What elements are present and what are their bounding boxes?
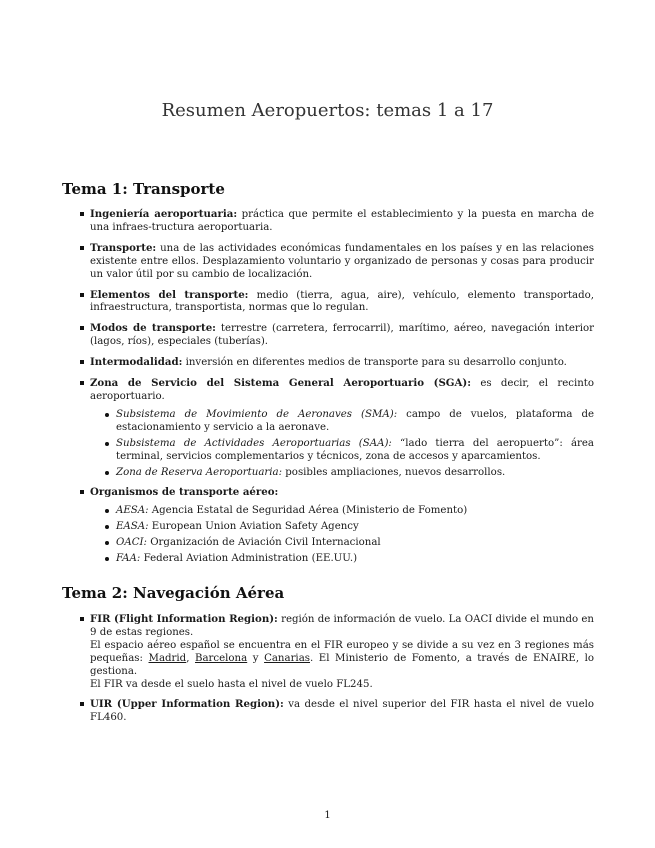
- list-item: [78, 322, 594, 349]
- subitem-term: AESA:: [116, 505, 149, 517]
- item-term: Modos de transporte:: [90, 322, 216, 335]
- tema-2-list: [78, 613, 594, 725]
- subitem-term: Subsistema de Movimiento de Aeronaves (SMA):: [116, 408, 398, 420]
- item-text: va desde el nivel superior del FIR hasta el nivel de vuelo FL460.: [90, 699, 594, 724]
- region-canarias: Canarias: [264, 652, 310, 664]
- item-term: Organismos de transporte aéreo:: [90, 486, 279, 499]
- subitem-text: posibles ampliaciones, nuevos desarrollos.: [282, 466, 506, 478]
- sublist-item: [104, 409, 594, 435]
- item-term: Elementos del transporte:: [90, 288, 249, 301]
- section-heading-tema-1: Tema 1: Transporte: [62, 180, 225, 198]
- list-item: [78, 242, 594, 282]
- item-term: Zona de Servicio del Sistema General Aeroportuario (SGA):: [90, 377, 471, 390]
- list-item: [78, 289, 594, 316]
- subitem-term: EASA:: [116, 521, 149, 533]
- sublist-item: [104, 438, 594, 464]
- item-text: El FIR va desde el suelo hasta el nivel de vuelo FL245.: [90, 678, 373, 690]
- page-number: 1: [324, 810, 331, 821]
- item-term: Transporte:: [90, 241, 157, 254]
- item-term: FIR (Flight Information Region):: [90, 613, 278, 625]
- item-term: Intermodalidad:: [90, 356, 183, 369]
- item-text: es decir, el recinto aeroportuario.: [90, 378, 594, 402]
- sublist-item: [104, 505, 594, 518]
- item-term: UIR (Upper Information Region):: [90, 698, 284, 711]
- list-item: [78, 208, 594, 235]
- organismos-sublist: [90, 505, 594, 566]
- subitem-text: Agencia Estatal de Seguridad Aérea (Ministerio de Fomento): [148, 505, 468, 517]
- item-text: medio (tierra, agua, aire), vehículo, elemento transportado, infraestructura, transportista, normas que lo regulan.: [90, 289, 595, 314]
- sublist-item: [104, 537, 594, 550]
- tema-1-list: [78, 208, 594, 566]
- sga-sublist: [90, 409, 594, 480]
- subitem-text: “lado tierra del aeropuerto”: área terminal, servicios complementarios y técnicos, zona de accesos y aparcamientos.: [116, 437, 594, 462]
- region-madrid: Madrid: [148, 652, 187, 664]
- separator: ,: [186, 652, 195, 664]
- item-text: inversión en diferentes medios de transporte para su desarrollo conjunto.: [182, 357, 567, 369]
- sublist-item: [104, 553, 594, 566]
- list-item: [78, 356, 594, 370]
- subitem-term: Subsistema de Actividades Aeroportuarias (SAA):: [116, 437, 392, 449]
- tema-2-content: [78, 613, 594, 732]
- section-heading-tema-2: Tema 2: Navegación Aérea: [62, 584, 285, 602]
- list-item: [78, 613, 594, 691]
- item-text: práctica que permite el establecimiento y la puesta en marcha de una infraes-tructura aeroportuaria.: [90, 209, 594, 233]
- list-item: [78, 377, 594, 479]
- subitem-term: OACI:: [116, 537, 147, 549]
- sublist-item: [104, 467, 594, 480]
- list-item: [78, 486, 594, 566]
- item-term: Ingeniería aeroportuaria:: [90, 208, 238, 220]
- separator: y: [247, 652, 265, 664]
- page-title: Resumen Aeropuertos: temas 1 a 17: [161, 100, 494, 121]
- item-text: una de las actividades económicas fundamentales en los países y en las relaciones existente entre ellos. Desplazamiento voluntario y organizado de personas y cosas para producir un valor útil por su cambio de localización.: [90, 242, 594, 280]
- item-text: . El Ministerio de Fomento, a través de ENAIRE, lo gestiona.: [90, 652, 595, 677]
- tema-1-content: [78, 208, 594, 573]
- list-item: [78, 698, 594, 725]
- subitem-term: Zona de Reserva Aeroportuaria:: [116, 466, 283, 478]
- item-text: región de información de vuelo. La OACI divide el mundo en 9 de estas regiones.: [90, 614, 594, 638]
- subitem-text: campo de vuelos, plataforma de estacionamiento y servicio a la aeronave.: [116, 408, 594, 433]
- subitem-text: Federal Aviation Administration (EE.UU.): [140, 553, 358, 565]
- item-text: terrestre (carretera, ferrocarril), marítimo, aéreo, navegación interior (lagos, ríos), especiales (tuberías).: [90, 323, 594, 348]
- subitem-term: FAA:: [116, 553, 141, 565]
- region-barcelona: Barcelona: [195, 652, 248, 664]
- sublist-item: [104, 521, 594, 534]
- subitem-text: Organización de Aviación Civil Internacional: [146, 537, 381, 549]
- subitem-text: European Union Aviation Safety Agency: [148, 521, 359, 533]
- item-text: El espacio aéreo español se encuentra en el FIR europeo y se divide a su vez en 3 regiones más pequeñas:: [90, 639, 594, 664]
